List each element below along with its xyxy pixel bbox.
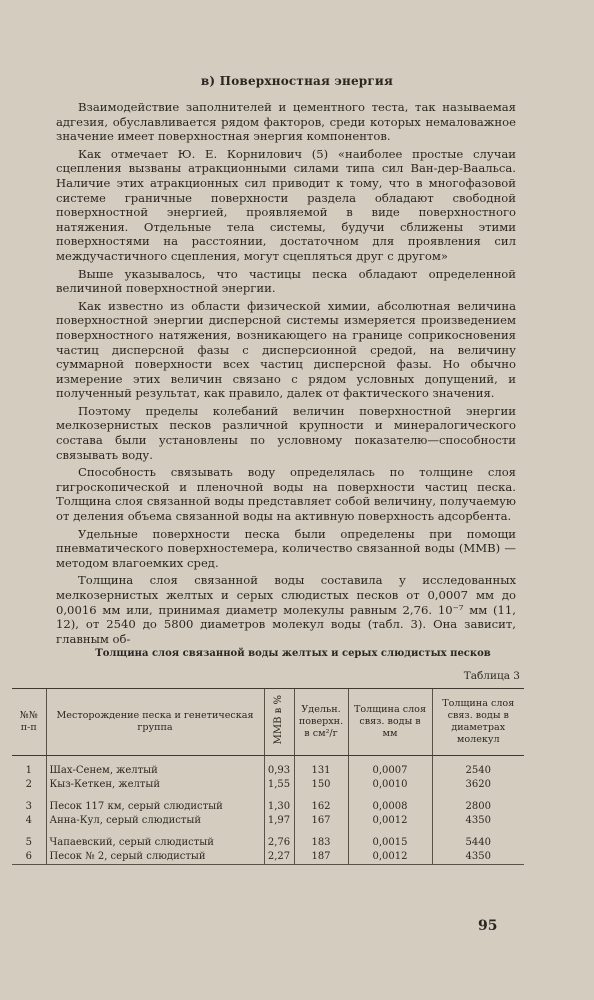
cell-no: 5 xyxy=(25,837,32,848)
cell-thickness-mm: 0,0015 xyxy=(348,836,432,850)
cell-no: 6 xyxy=(12,850,46,865)
page-number: 95 xyxy=(478,918,498,934)
cell-no: 1 xyxy=(25,765,32,776)
body-text xyxy=(56,100,516,649)
cell-thickness-mol: 5440 xyxy=(432,836,524,850)
cell-mmv: 1,30 xyxy=(264,800,294,814)
cell-surface: 150 xyxy=(294,778,348,792)
cell-thickness-mm: 0,0007 xyxy=(348,764,432,778)
paragraph: Удельные поверхности песка были определены при помощи пневматического поверхностемера, количество связанной воды (ММВ) — методом влагоемких сред. xyxy=(56,526,516,570)
paragraph: Выше указывалось, что частицы песка обладают определенной величиной поверхностной энергии. xyxy=(56,266,516,296)
cell-no: 3 xyxy=(25,801,32,812)
cell-thickness-mm: 0,0010 xyxy=(348,778,432,792)
table-row xyxy=(12,764,524,778)
cell-thickness-mm: 0,0012 xyxy=(348,850,432,865)
cell-deposit: Анна-Кул, серый слюдистый xyxy=(46,814,264,828)
table-row xyxy=(12,850,524,865)
header-mmv-label: ММВ в % xyxy=(273,695,284,745)
cell-surface: 183 xyxy=(294,836,348,850)
cell-surface: 131 xyxy=(294,764,348,778)
header-thickness-mm: Толщина слоя связ. воды в мм xyxy=(348,689,432,756)
table-row xyxy=(12,814,524,828)
cell-deposit: Чапаевский, серый слюдистый xyxy=(46,836,264,850)
cell-thickness-mol: 4350 xyxy=(432,850,524,865)
cell-deposit: Шах-Сенем, желтый xyxy=(46,764,264,778)
cell-thickness-mm: 0,0012 xyxy=(348,814,432,828)
cell-surface: 162 xyxy=(294,800,348,814)
cell-thickness-mol: 4350 xyxy=(432,814,524,828)
data-table xyxy=(12,688,524,865)
paragraph: Как известно из области физической химии, абсолютная величина поверхностной энергии дисперсной системы измеряется произведением поверхностного натяжения, возникающего на границе соприкосновения частиц дисперсной фазы с дисперсионной средой, на величину суммарной поверхности всех частиц дисперсной фазы. Но обычно измерение этих величин связано с рядом условных допущений, и полученный результат, как правило, далек от фактического значения. xyxy=(56,298,516,401)
section-heading: в) Поверхностная энергия xyxy=(200,74,394,88)
cell-deposit: Песок № 2, серый слюдистый xyxy=(46,850,264,865)
paragraph: Взаимодействие заполнителей и цементного теста, так называемая адгезия, обуславливается рядом факторов, среди которых немаловажное значение имеет поверхностная энергия компонентов. xyxy=(56,100,516,144)
header-no: №№ п-п xyxy=(12,689,46,756)
header-deposit: Месторождение песка и генетическая группа xyxy=(46,689,264,756)
cell-mmv: 1,97 xyxy=(264,814,294,828)
cell-thickness-mol: 2540 xyxy=(432,764,524,778)
cell-deposit: Кыз-Кеткен, желтый xyxy=(46,778,264,792)
table-label: Таблица 3 xyxy=(463,670,520,682)
table-row xyxy=(12,800,524,814)
paragraph: Способность связывать воду определялась по толщине слоя гигроскопической и пленочной воды на поверхности частиц песка. Толщина слоя связанной воды представляет собой величину, получаемую от деления объема связанной воды на активную поверхность адсорбента. xyxy=(56,465,516,524)
cell-mmv: 0,93 xyxy=(264,764,294,778)
header-thickness-mol: Толщина слоя связ. воды в диаметрах молекул xyxy=(432,689,524,756)
table-header-row xyxy=(12,689,524,756)
cell-no: 2 xyxy=(25,779,32,790)
paragraph: Поэтому пределы колебаний величин поверхностной энергии мелкозернистых песков различной крупности и минералогического состава были установлены по условному показателю—способности связывать воду. xyxy=(56,403,516,462)
cell-surface: 187 xyxy=(294,850,348,865)
table-row xyxy=(12,778,524,792)
cell-deposit: Песок 117 км, серый слюдистый xyxy=(46,800,264,814)
cell-mmv: 2,27 xyxy=(264,850,294,865)
header-surface: Удельн. поверхн. в см²/г xyxy=(294,689,348,756)
table-row xyxy=(12,836,524,850)
paragraph: Как отмечает Ю. Е. Корнилович (5) «наиболее простые случаи сцепления вызваны атракционными силами типа сил Ван-дер-Ваальса. Наличие этих атракционных сил приводит к тому, что в многофазовой системе граничные поверхности раздела обладают свободной поверхностной энергией, проявляемой в виде поверхностного натяжения. Отдельные тела системы, будучи сближены этими поверхностями на расстоянии, достаточном для проявления сил междучастичного сцепления, могут сцепляться друг с другом» xyxy=(56,146,516,263)
cell-mmv: 2,76 xyxy=(264,836,294,850)
cell-thickness-mol: 3620 xyxy=(432,778,524,792)
header-mmv xyxy=(264,689,294,756)
table-title: Толщина слоя связанной воды желтых и серых слюдистых песков xyxy=(95,648,491,659)
paragraph: Толщина слоя связанной воды составила у исследованных мелкозернистых желтых и серых слюдистых песков от 0,0007 мм до 0,0016 мм или, принимая диаметр молекулы равным 2,76. 10⁻⁷ мм (11, 12), от 2540 до 5800 диаметров молекул воды (табл. 3). Она зависит, главным об- xyxy=(56,573,516,646)
cell-no: 4 xyxy=(25,815,32,826)
cell-mmv: 1,55 xyxy=(264,778,294,792)
cell-surface: 167 xyxy=(294,814,348,828)
cell-thickness-mol: 2800 xyxy=(432,800,524,814)
cell-thickness-mm: 0,0008 xyxy=(348,800,432,814)
